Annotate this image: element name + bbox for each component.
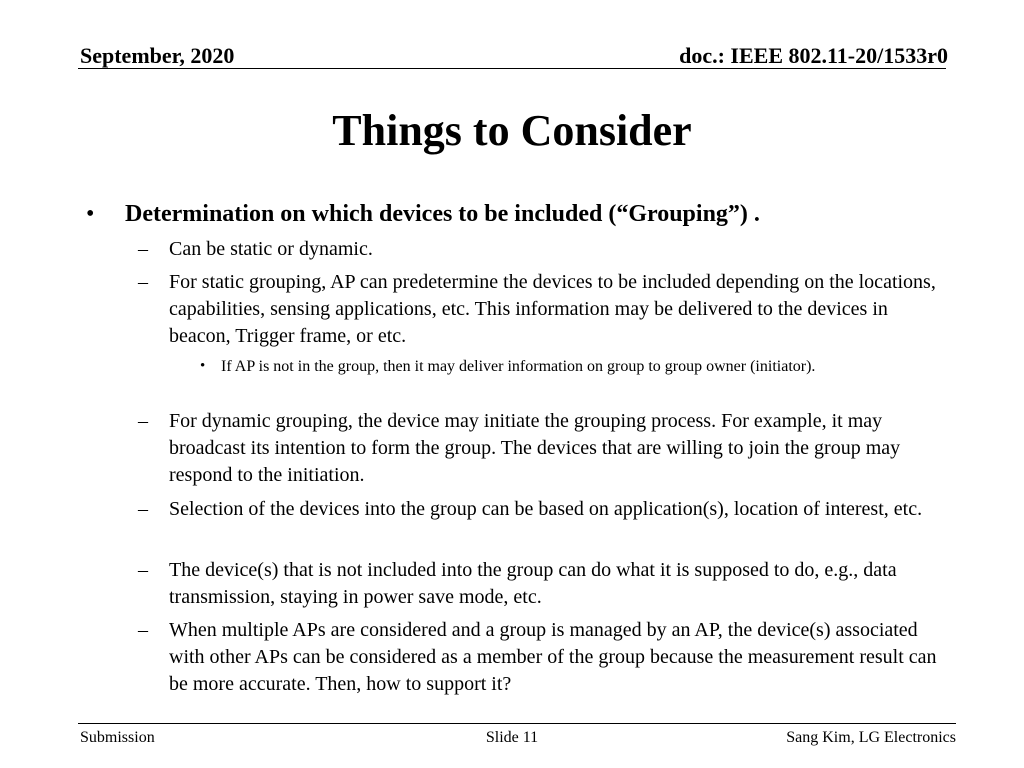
sub-bullet-text: For static grouping, AP can predetermine the devices to be included depending on the locations, capabilities, sensing applications, etc. This information may be delivered to the devices in beacon, Trigger frame, or etc. [169, 271, 936, 347]
sub-bullet-text: For dynamic grouping, the device may initiate the grouping process. For example, it may broadcast its intention to form the group. The devices that are willing to join the group may respond to the initiation. [169, 410, 901, 486]
header-date: September, 2020 [80, 43, 235, 68]
dash-icon: – [138, 410, 148, 432]
bullet-dot-icon: • [86, 201, 95, 227]
slide-title: Things to Consider [332, 106, 692, 155]
dash-icon: – [138, 238, 148, 260]
sub-bullet-text: The device(s) that is not included into the group can do what it is supposed to do, e.g., data transmission, staying in power save mode, etc. [169, 559, 897, 608]
sub-bullet-text: When multiple APs are considered and a group is managed by an AP, the device(s) associated with other APs can be considered as a member of the group because the measurement result can be more accurate. Then, how to support it? [169, 619, 937, 695]
header-divider [78, 68, 946, 69]
dash-icon: – [138, 498, 148, 520]
footer-submission: Submission [80, 729, 155, 746]
footer-author: Sang Kim, LG Electronics [786, 729, 956, 746]
dash-icon: – [138, 271, 148, 293]
dash-icon: – [138, 559, 148, 581]
footer-divider [78, 723, 956, 724]
dash-icon: – [138, 619, 148, 641]
sub-sub-bullet-text: If AP is not in the group, then it may deliver information on group to group owner (initiator). [221, 358, 816, 375]
bullet-dot-icon: • [200, 358, 206, 374]
sub-bullet-text: Selection of the devices into the group can be based on application(s), location of interest, etc. [169, 498, 923, 520]
header-doc-id: doc.: IEEE 802.11-20/1533r0 [679, 43, 948, 68]
footer-slide-number: Slide 11 [485, 729, 539, 746]
sub-bullet-text: Can be static or dynamic. [169, 238, 373, 260]
bullet-main-text: Determination on which devices to be included (“Grouping”) . [125, 201, 760, 227]
